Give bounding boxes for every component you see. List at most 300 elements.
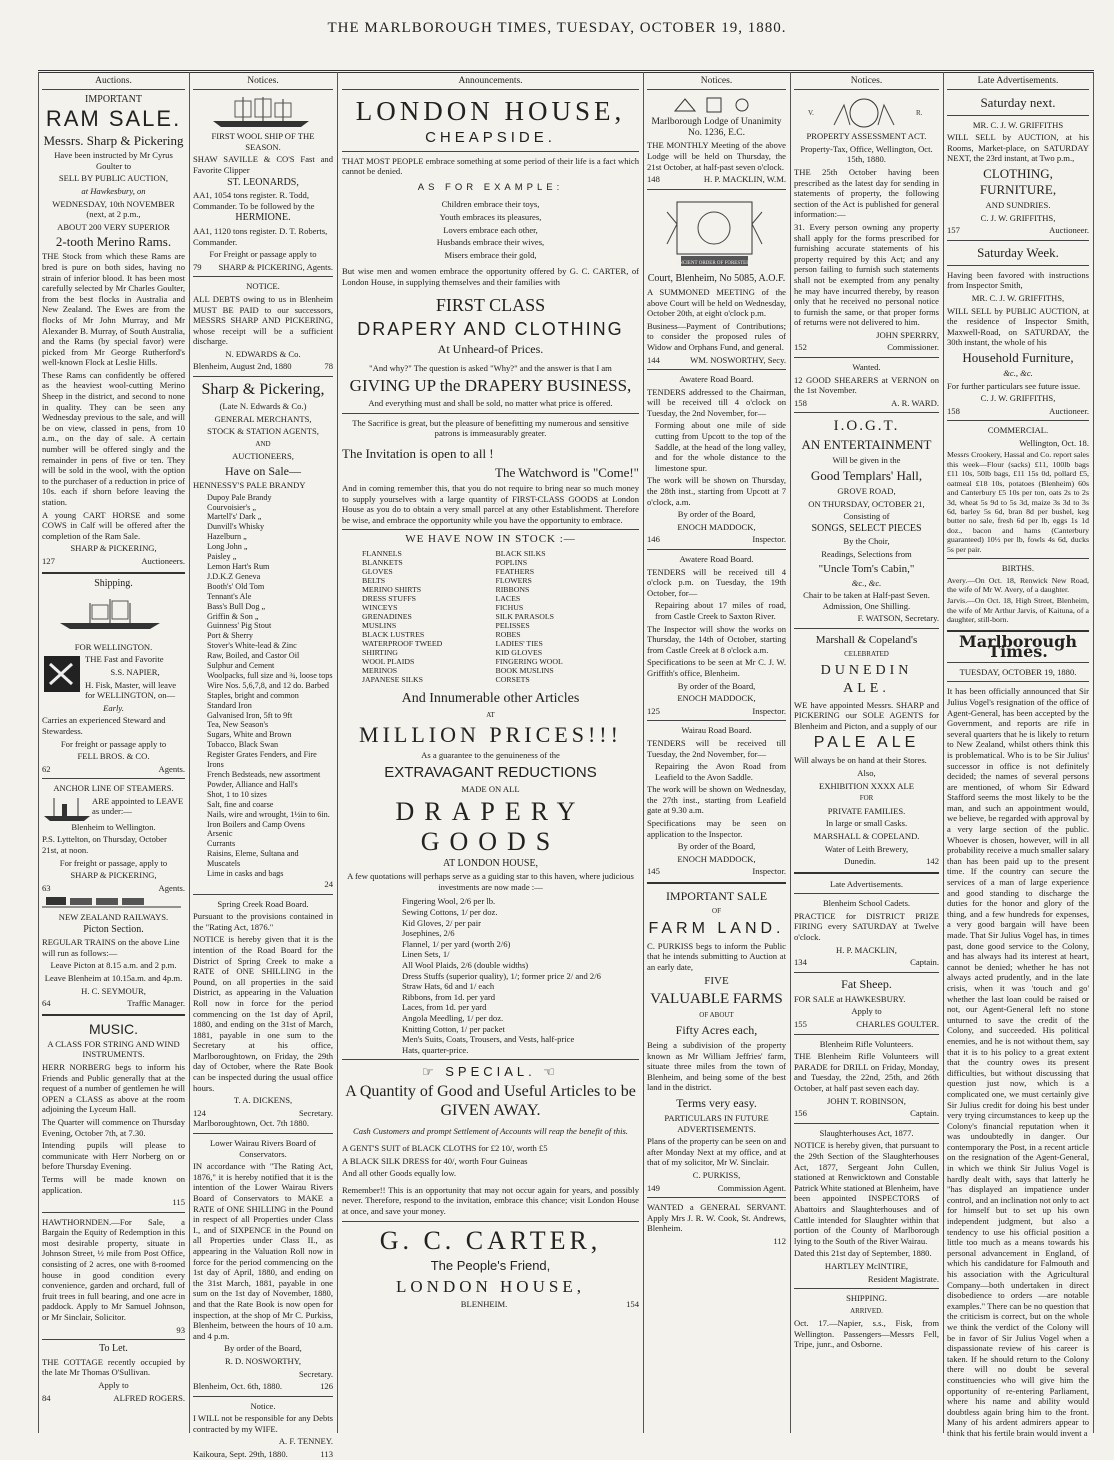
- hall-heading: Good Templars' Hall,: [810, 468, 923, 484]
- example-heading: AS FOR EXAMPLE:: [417, 181, 564, 193]
- ad-number: 149: [647, 1182, 660, 1193]
- goods-list: [193, 493, 333, 879]
- and-line: AND: [255, 439, 271, 448]
- column-header: Notices.: [647, 76, 786, 90]
- tenders-text: Specifications may be seen on application to the Inspector.: [647, 818, 786, 839]
- blenheim-line: BLENHEIM.: [460, 1298, 508, 1309]
- napier-text: H. Fisk, Master, will leave for WELLINGTON, on—: [85, 679, 177, 701]
- signature: H. C. SEYMOUR,: [81, 985, 146, 996]
- for-line: FOR: [859, 794, 874, 803]
- quantity-heading: A Quantity of Good and Useful Articles to be GIVEN AWAY.: [345, 1083, 636, 1120]
- stock-item: JAPANESE SILKS: [362, 674, 424, 684]
- goods-item: Tennant's Ale: [207, 591, 252, 601]
- important-sale-heading: IMPORTANT SALE: [665, 889, 768, 904]
- goods-item: Sulphur and Cement: [207, 661, 275, 671]
- stock-item: BLACK SILKS: [495, 548, 546, 558]
- price-item: Josephines, 2/6: [402, 928, 455, 939]
- ad-number: 158: [947, 405, 960, 416]
- ad-number: 62: [42, 763, 51, 774]
- million-prices-heading: MILLION PRICES!!!: [359, 722, 622, 748]
- signature: JOHN T. ROBINSON,: [827, 1095, 906, 1106]
- ad-number: 155: [794, 1019, 807, 1030]
- divider: [947, 558, 1089, 559]
- divider: [42, 1014, 185, 1016]
- divider: [947, 265, 1089, 266]
- rifle-text: THE Blenheim Rifle Volunteers will PARADE for DRILL on Friday, Monday, and Tuesday, the 22nd, 25th, and 26th October, at half past seven each day.: [794, 1051, 939, 1093]
- divider: [342, 1221, 639, 1222]
- column-rule: [943, 72, 944, 1433]
- ad-number: 112: [773, 1235, 786, 1246]
- casks-line: In large or small Casks.: [825, 818, 908, 829]
- signature: HARTLEY McINTIRE,: [824, 1260, 909, 1271]
- brewery-line: Water of Leith Brewery,: [824, 843, 909, 854]
- ad-number: 158: [794, 397, 807, 408]
- goods-item: Bass's Bull Dog „: [207, 601, 266, 611]
- divider: [794, 1123, 939, 1124]
- divider: [947, 681, 1089, 682]
- stock-item: FICHUS: [495, 602, 524, 612]
- clothing-heading: CLOTHING, FURNITURE,: [979, 165, 1057, 197]
- ad-number: 115: [172, 1197, 185, 1208]
- column-rule: [337, 72, 338, 1433]
- stock-item: WOOL PLAIDS: [362, 656, 415, 666]
- of-line: OF: [712, 907, 721, 916]
- lyttelton-text: P.S. Lyttelton, on Thursday, October 21st, at noon.: [42, 834, 167, 856]
- divider: [647, 1197, 786, 1198]
- hawthornden-text: HAWTHORNDEN.—For Sale, a Bargain the Equity of Redemption in this most desirable property, situate in Johnson Street, ½ mile from Post Office, consisting of 2 acres, one with 8-roomed house in good condition every convenience, garden and orchard, full of fruit trees in full bearing, and one acre in paddock. Apply to Mr Samuel Johnson, or Mr Sinclair, Solicitor.: [42, 1216, 185, 1323]
- goods-item: J.D.K.Z Geneva: [207, 571, 261, 581]
- location-line: at Hawkesbury, on: [81, 185, 146, 196]
- tenders-text: Forming about one mile of side cutting from Upcott to the top of the Saddle, at the head of the long valley, and for the whole distance to the limestone spur.: [655, 420, 786, 473]
- goods-item: Lime in casks and bags: [207, 869, 284, 879]
- napier-text: THE Fast and Favorite: [85, 654, 164, 665]
- price-item: Sewing Cottons, 1/ per doz.: [402, 907, 498, 918]
- readings-line: Readings, Selections from: [821, 549, 912, 559]
- tenney-text: I WILL not be responsible for any Debts contracted by my WIFE.: [193, 1413, 333, 1434]
- thursday-line: ON THURSDAY, OCTOBER 21,: [808, 498, 925, 509]
- everything-text: And everything must and shall be sold, no matter what price is offered.: [368, 398, 613, 409]
- column-header: Auctions.: [42, 76, 185, 90]
- instruction-text: Have been instructed by Mr Cyrus Goulter to: [54, 150, 173, 171]
- stock-item: PELISSES: [495, 620, 530, 630]
- column-header: Notices.: [794, 76, 939, 90]
- rate-notice-text: NOTICE is hereby given that it is the intention of the Road Board for the District of Spring Creek to make a RATE of ONE SHILLING in the Pound, on all properties in the said District, as appearing in the Valuation Roll now in force for the period commencing on the 1st day of April, 1880, and ending on the 31st of March, 1881, payable in one sum to the Secretary at his office, Marlboroughtown, on Friday, the 29th day of October, where the Rate Book can be inspected during the usual office hours.: [193, 934, 333, 1093]
- price-item: Ribbons, from 1d. per yard: [402, 991, 496, 1002]
- column-header: Announcements.: [342, 76, 639, 90]
- goods-item: Martell's' Dark „: [207, 512, 262, 522]
- ad-number: 145: [647, 866, 660, 877]
- goods-item: Hazelburn „: [207, 532, 247, 542]
- signature: WM. NOSWORTHY, Secy.: [690, 354, 786, 365]
- fat-sheep-heading: Fat Sheep.: [841, 976, 892, 991]
- signature-title: Commission Agent.: [717, 1182, 786, 1193]
- divider: [42, 1339, 185, 1340]
- goods-item: Standard Iron: [207, 700, 252, 710]
- signature: A. R. WARD.: [891, 397, 939, 408]
- stock-item: CORSETS: [495, 674, 530, 684]
- stock-item: KID GLOVES: [495, 647, 543, 657]
- first-class-heading: FIRST CLASS: [435, 294, 546, 315]
- goods-item: Griffin & Son „: [207, 611, 259, 621]
- train-time: Leave Picton at 8.15 a.m. and 2 p.m.: [50, 960, 177, 971]
- saturday-next-heading: Saturday next.: [980, 94, 1056, 110]
- goods-item: Nails, wire and wrought, 1½in to 6in.: [207, 809, 330, 819]
- example-line: Youth embraces its pleasures,: [439, 211, 542, 222]
- tenders-text: TENDERS will be received till Tuesday, the 2nd November, for—: [647, 737, 786, 759]
- norberg-text: Intending pupils will please to communicate with Herr Norberg on or before Thursday Evening.: [42, 1140, 185, 1172]
- stock-item: MERINO SHIRTS: [362, 584, 422, 594]
- wairau-text: IN accordance with "The Rating Act, 1876," it is hereby notified that it is the intention of the Lower Wairau Rivers Board of Conservators to MAKE a RATE of ONE SHILLING in the Pound in respect of all Properties under Class I., and of SIXPENCE in the Pound on all Properties under Class II., as appearing in the Valuation Roll now in force for the period commencing on the 1st day of April, 1880, and ending on the 31st March, 1881, payable in one sum on the 1st day of November, 1880, and that the Rate Book is now open for inspection, at the shop of Mr C. Purkiss, Blenheim, between the hours of 10 a.m. and 4 p.m.: [193, 1161, 333, 1341]
- ad-number: 157: [947, 225, 960, 236]
- but-wise-text: But wise men and women embrace the opportunity offered by G. C. CARTER, of London House, in supplying themselves and their families with: [342, 266, 639, 287]
- date-line: WEDNESDAY, 10th NOVEMBER (next, at 2 p.m.,: [52, 198, 175, 220]
- have-on-sale-heading: Have on Sale—: [225, 464, 301, 479]
- property-text: THE 25th October having been prescribed as the latest day for sending in statements of property, the following section of the Act is published for general information:—: [794, 166, 939, 220]
- notice-heading: NOTICE.: [246, 281, 280, 292]
- by-order-line: By order of the Board,: [677, 509, 756, 520]
- silk-offer: A BLACK SILK DRESS for 40/, worth Four Guineas: [342, 1155, 528, 1166]
- stock-item: ROBES: [495, 629, 521, 639]
- made-on-line: MADE ON ALL: [461, 784, 520, 795]
- stock-item: GRENADINES: [362, 611, 412, 621]
- stock-item: DRESS STUFFS: [362, 593, 416, 603]
- agent-name: SHARP & PICKERING,: [70, 870, 157, 881]
- ad-number: 124: [193, 1107, 206, 1118]
- watchword-line: The Watchword is "Come!": [495, 464, 639, 480]
- brandy-line: HENNESSY'S PALE BRANDY: [193, 480, 306, 491]
- signature: C. J. W. GRIFFITHS,: [980, 212, 1056, 223]
- goods-item: Woolpacks, full size and ¾, loose tops: [207, 670, 333, 680]
- quotations-text: A few quotations will perhaps serve as a guiding star to this haven, where judicious investments are now made :—: [347, 871, 634, 892]
- iogt-heading: I.O.G.T.: [833, 418, 900, 435]
- signature-title: Auctioneer.: [1049, 225, 1089, 236]
- sharp-pickering-heading: Sharp & Pickering,: [201, 381, 325, 399]
- goods-item: Raw, Boiled, and Castor Oil: [207, 651, 300, 661]
- goods-item: Arsenic: [207, 829, 233, 839]
- goods-item: Currants: [207, 839, 236, 849]
- stock-item: FINGERING WOOL: [495, 656, 563, 666]
- important-label: IMPORTANT: [85, 93, 142, 105]
- giving-up-heading: GIVING UP the DRAPERY BUSINESS,: [349, 376, 632, 396]
- goods-item: Paisley „: [207, 552, 237, 562]
- commercial-heading: COMMERCIAL.: [987, 425, 1049, 436]
- signature: ENOCH MADDOCK,: [677, 521, 756, 532]
- cadets-heading: Blenheim School Cadets.: [822, 898, 911, 909]
- guarantee-text: As a guarantee to the genuineness of the: [421, 750, 560, 761]
- goods-item: Shot, 1 to 10 sizes: [207, 789, 267, 799]
- ale-text: WE have appointed Messrs. SHARP and PICKERING our SOLE AGENTS for Blenheim and Picton, and a supply of our: [794, 699, 939, 731]
- rifle-heading: Blenheim Rifle Volunteers.: [819, 1038, 914, 1049]
- signature-title: Auctioneer.: [1049, 405, 1089, 416]
- dated-line: Dated this 21st day of September, 1880.: [794, 1248, 932, 1259]
- column-announcements: [342, 76, 639, 1435]
- wairau-heading: Lower Wairau Rivers Board of Conservators.: [209, 1138, 317, 1159]
- goods-item: Long John „: [207, 542, 248, 552]
- divider: [42, 778, 185, 779]
- ship-details: AA1, 1054 tons register. R. Todd, Commander. To be followed by the: [193, 190, 315, 211]
- cottage-text: THE COTTAGE recently occupied by the late Mr Thomas O'Sullivan.: [42, 1356, 185, 1378]
- divider: [794, 412, 939, 413]
- ship-details: AA1, 1120 tons register. D. T. Roberts, Commander.: [193, 225, 328, 247]
- cash-customers-text: Cash Customers and prompt Settlement of Accounts will reap the benefit of this.: [353, 1126, 628, 1137]
- exhibition-line: EXHIBITION XXXX ALE: [819, 780, 914, 791]
- terms-heading: Terms very easy.: [676, 1095, 757, 1110]
- goods-item: Stover's White-lead & Zinc: [207, 641, 297, 651]
- goods-item: Lemon Hart's Rum: [207, 561, 270, 571]
- about-line: ABOUT 200 VERY SUPERIOR: [57, 221, 170, 232]
- drapery-clothing-heading: DRAPERY AND CLOTHING: [357, 318, 624, 339]
- stock-item: BELTS: [362, 575, 386, 585]
- court-text: A SUMMONED MEETING of the above Court will be held on Wednesday, October 20th, at eight o'clock p.m.: [647, 286, 786, 319]
- divider: [794, 1034, 939, 1035]
- tenders-text: Specifications to be seen at Mr C. J. W. Griffith's office, Blenheim.: [647, 657, 786, 678]
- masthead-rule: [38, 70, 1094, 73]
- freight-line: For freight or passage, apply to: [59, 857, 168, 868]
- price-item: All Wool Plaids, 2/6 (double widths): [402, 960, 529, 970]
- steamer-icon: [42, 796, 92, 822]
- sale-text: WILL SELL by AUCTION, at his Rooms, Market-place, on SATURDAY NEXT, the 23rd instant, at Two p.m.,: [947, 132, 1089, 164]
- sharp-pickering-heading: Messrs. Sharp & Pickering: [43, 133, 184, 149]
- ad-number: 146: [647, 534, 660, 545]
- merchants-line: GENERAL MERCHANTS,: [214, 413, 312, 424]
- goods-item: Raisins, Eleme, Sultana and Muscatels: [207, 849, 299, 869]
- column-late-adv: [947, 76, 1089, 1438]
- signature: C. PURKISS,: [692, 1169, 741, 1180]
- price-item: Linen Sets, 1/: [402, 949, 450, 960]
- lodge-text: THE MONTHLY Meeting of the above Lodge will be held on Thursday, the 21st October, at half-past seven o'clock.: [647, 140, 786, 172]
- grove-road-line: GROVE ROAD,: [837, 486, 896, 497]
- tenders-text: The work will be shown on Wednesday, the 27th inst., starting from Leafield gate at 9.30 a.m.: [647, 784, 786, 816]
- sell-line: SELL BY PUBLIC AUCTION,: [58, 173, 169, 184]
- foresters-ribbon: ANCIENT ORDER OF FORESTERS: [675, 260, 753, 266]
- column-rule: [38, 72, 39, 1433]
- divider: [342, 413, 639, 414]
- awatere-heading: Awatere Road Board.: [679, 374, 754, 385]
- signature-title: Inspector.: [752, 705, 786, 716]
- divider: [947, 240, 1089, 241]
- signature: SHARP & PICKERING, Agents.: [218, 261, 333, 272]
- all-other-line: And all other Goods equally low.: [342, 1168, 457, 1179]
- purkiss-text: C. PURKISS begs to inform the Public that he intends submitting to Auction at an early date,: [647, 940, 786, 972]
- pale-ale-heading: PALE ALE: [813, 734, 920, 752]
- goods-item: Iron Boilers and Camp Ovens: [207, 819, 305, 829]
- norberg-text: Terms will be made known on application.: [42, 1173, 185, 1195]
- stock-item: BOOK MUSLINS: [495, 665, 554, 675]
- price-list: [342, 896, 639, 1055]
- price-item: Fingering Wool, 2/6 per lb.: [402, 896, 496, 907]
- entertainment-heading: AN ENTERTAINMENT: [801, 437, 932, 453]
- signature: ALFRED ROGERS.: [113, 1392, 185, 1403]
- innumerable-heading: And Innumerable other Articles: [401, 690, 580, 706]
- railways-heading: NEW ZEALAND RAILWAYS.: [58, 912, 169, 923]
- extravagant-heading: EXTRAVAGANT REDUCTIONS: [384, 764, 597, 782]
- arrived-line: ARRIVED.: [850, 1306, 883, 1315]
- svg-text:V.: V.: [808, 108, 814, 117]
- signature: CHARLES GOULTER.: [856, 1019, 939, 1030]
- private-line: PRIVATE FAMILIES.: [827, 805, 906, 816]
- signature-title: Inspector.: [752, 534, 786, 545]
- price-item: Knitting Cotton, 1/ per packet: [402, 1023, 505, 1034]
- stock-item: WATERPROOF TWEED: [362, 638, 443, 648]
- goods-item: Dunvill's Whisky: [207, 522, 265, 532]
- royal-arms-icon: [794, 95, 935, 129]
- ram-sale-title: RAM SALE.: [45, 106, 182, 132]
- stock-item: FLOWERS: [495, 575, 532, 585]
- divider: [647, 720, 786, 721]
- consisting-line: Consisting of: [843, 511, 890, 522]
- signature-title: Captain.: [910, 957, 939, 968]
- five-line: FIVE: [704, 975, 729, 988]
- shaw-text: SHAW SAVILLE & CO'S Fast and Favorite Clipper: [193, 154, 333, 175]
- stock-item: SHIRTING: [362, 647, 398, 657]
- divider: [193, 1396, 333, 1397]
- late-adv-heading: Late Advertisements.: [829, 878, 904, 889]
- particulars-line: PARTICULARS IN FUTURE ADVERTISEMENTS.: [664, 1112, 769, 1134]
- date-line: Blenheim, Oct. 6th, 1880.: [193, 1381, 283, 1392]
- stock-list: [342, 549, 639, 684]
- carries-text: Carries an experienced Steward and Stewardess.: [42, 715, 166, 736]
- foresters-crest-icon: [647, 194, 782, 272]
- signature: R. D. NOSWORTHY,: [225, 1355, 301, 1366]
- divider: [342, 151, 639, 152]
- ad-number: 79: [193, 261, 202, 272]
- signature: SHARP & PICKERING,: [70, 543, 157, 554]
- divider: [794, 357, 939, 358]
- why-text: "And why?" The question is asked "Why?" and the answer is that I am: [369, 362, 612, 373]
- price-item: Dress Stuffs (superior quality), 1/; former price 2/ and 2/6: [402, 970, 601, 981]
- cart-horse-text: A young CART HORSE and some COWS in Calf will be offered after the completion of the Ram Sale.: [42, 509, 185, 541]
- divider: [794, 1288, 939, 1289]
- stock-item: MUSLINS: [362, 620, 397, 630]
- further-line: For further particulars see future issue.: [947, 380, 1081, 391]
- divider: [647, 549, 786, 550]
- goods-item: Salt, fine and coarse: [207, 799, 274, 809]
- signature-title: Captain.: [910, 1108, 939, 1119]
- signature-title: Traffic Manager.: [127, 998, 185, 1009]
- by-order-line: By order of the Board,: [677, 841, 756, 852]
- tenders-text: The Inspector will show the works on Thursday, the 14th of October, starting from Castle Creek at 8 o'clock a.m.: [647, 623, 786, 655]
- stock-item: FLANNELS: [362, 548, 402, 558]
- saturday-week-heading: Saturday Week.: [977, 244, 1059, 260]
- column-rule: [790, 72, 791, 1433]
- by-order-line: By order of the Board,: [224, 1343, 302, 1354]
- date-line: Kaikoura, Sept. 29th, 1880.: [193, 1449, 288, 1460]
- celebrated-line: CELEBRATED: [844, 649, 889, 658]
- wairau-road-heading: Wairau Road Board.: [681, 725, 752, 736]
- anchor-line-heading: ANCHOR LINE OF STEAMERS.: [53, 783, 174, 794]
- ad-number: 126: [320, 1381, 333, 1392]
- anchor-text: ARE appointed to LEAVE as under:—: [92, 795, 184, 817]
- signature: T. A. DICKENS,: [233, 1095, 293, 1106]
- farm-land-heading: FARM LAND.: [648, 919, 785, 937]
- slaughter-text: NOTICE is hereby given, that pursuant to the 29th Section of the Slaughterhouses Act, 1877, Sergeant John Cullen, stationed at Renwicktown and Constable Patrick White stationed at Blenheim, have been appointed INSPECTORS of Abattoirs and Slaughterhouses and of Cattle intended for Slaughter within that portion of the County of Marlborough lying to the South of the River Wairau.: [794, 1140, 939, 1246]
- wool-ship-icon: [193, 95, 329, 129]
- lodge-heading: Marlborough Lodge of Unanimity No. 1236, E.C.: [651, 117, 782, 138]
- signature-title: Resident Magistrate.: [867, 1273, 939, 1284]
- london-house-title: LONDON HOUSE,: [355, 95, 626, 126]
- signature: C. J. W. GRIFFITHS,: [980, 393, 1056, 404]
- column-rule: [1093, 72, 1094, 1433]
- goods-item: French Bedsteads, new assortment: [207, 770, 321, 779]
- drapery-goods-heading: DRAPERY GOODS: [395, 796, 586, 856]
- divider: [794, 628, 939, 629]
- signature: H. P. MACKLIN,: [836, 944, 897, 955]
- freight-line: For Freight or passage apply to: [209, 249, 317, 260]
- plans-text: Plans of the property can be seen on and after Monday Next at my office, and at that of my solicitor, Mr W. Sinclair.: [647, 1136, 786, 1168]
- stock-item: FEATHERS: [495, 566, 535, 576]
- tenders-text: Repairing the Avon Road from Leafield to the Avon Saddle.: [655, 761, 786, 782]
- shipping-destination: FOR WELLINGTON.: [74, 641, 153, 652]
- wool-ship-heading: FIRST WOOL SHIP OF THE SEASON.: [211, 131, 315, 152]
- stock-heading: WE HAVE NOW IN STOCK :—: [405, 533, 576, 546]
- signature-title: Agents.: [158, 763, 185, 774]
- date-line: Blenheim, August 2nd, 1880: [193, 361, 292, 372]
- goods-item: Powder, Alliance and Hall's: [207, 779, 298, 789]
- births-heading: BIRTHS.: [1001, 562, 1035, 573]
- ad-number: 84: [42, 1392, 51, 1403]
- train-time: Leave Blenheim at 10.15a.m. and 4p.m.: [44, 973, 183, 983]
- ad-number: 152: [794, 342, 807, 353]
- stock-item: LADIES' TIES: [495, 638, 543, 648]
- divider: [794, 872, 939, 874]
- editorial-dateline: TUESDAY, OCTOBER 19, 1880.: [959, 666, 1077, 677]
- chair-text: Chair to be taken at Half-past Seven. Admission, One Shilling.: [803, 590, 930, 611]
- sundries-line: AND SUNDRIES.: [985, 199, 1051, 210]
- masthead: THE MARLBOROUGH TIMES, TUESDAY, OCTOBER 19, 1880.: [327, 20, 787, 36]
- signature-title: Secretary.: [298, 1368, 333, 1379]
- divider: [342, 1059, 639, 1060]
- cheapside-title: CHEAPSIDE.: [425, 128, 556, 146]
- column-header: Late Advertisements.: [947, 76, 1089, 90]
- signature-title: Commissioner.: [887, 342, 939, 353]
- goods-item: Booth's' Old Tom: [207, 581, 265, 591]
- divider: [794, 972, 939, 973]
- divider: [193, 894, 333, 895]
- wanted-heading: Wanted.: [852, 362, 881, 373]
- divider: [193, 376, 333, 377]
- signature: A. F. TENNEY.: [278, 1436, 333, 1447]
- shipping-heading: SHIPPING.: [846, 1293, 887, 1304]
- editorial-text: It has been officially announced that Sir Julius Vogel's resignation of the office of Agent-General, has been accepted by the Government, and reports are rife in several quarters that he is likely to return to New Zealand, whilst others think this is problematical. Who is to be Sir Julius' successor in office is not definitely decided; the names of several persons are mentioned, of whom Sir Edward Stafford seems the most likely to be the man, and such an appointment would, we believe, be regarded with approval by a very large section of the public. Whoever is chosen, however, will in all probability receive a much smaller salary than has been paid up to the present time. If the country can secure the services of a man of large experience and good standing to discharge the duties for the honor and glory of the thing, and a few hundreds for expenses, a very good bargain will have been made. That Sir Julius Vogel has, in times past, done good service to the Colony, and has always had its interest at heart, cannot be denied; whether he has not always acted prudently, and in the late crisis, when it was 'touch and go' whether the last loan could be raised or not, our Agent-General left no stone unturned to save the credit of the Colony, and succeeded. His political enemies, and he is not without them, say that it is to his policy to a great extent that the country owes its present difficulties, but without discussing that question just now, which is a complicated one, we must certainly give Sir Julius credit for doing his best under very trying circumstances to keep up the Colony's financial reputation when it was undoubtedly in danger. Our contemporary the Post, in a recent article on the resignation of the Agent-General, in which we think Sir Julius Vogel is hardly dealt with, says that latterly he "has displayed an impatience under control, and an inclination not only to act for himself but to set up his own independent judgment, but also a tendency to use his official position a little too much as a means towards his personal advancement in England, of which his candidature for Falmouth and his association with the Agricultural Company—both undertaken in direct disobedience to orders —are notable examples." There can be no question that the criticism is correct, but on the whole we think the verdict of the Colony will be in favor of Sir Julius Vogel when a dispassionate review of his career is taken. If he should return to the Colony there will no doubt be several constituencies who will give him the opportunity of re-entering Parliament, where his name and ability would doubtless again bring him to the front. Many of his ardent admirers appear to think that his fertile brain would invent a: [947, 686, 1089, 1438]
- ad-number: 113: [320, 1449, 333, 1460]
- agents-line: STOCK & STATION AGENTS,: [207, 426, 319, 437]
- apply-line: Apply to: [851, 1006, 882, 1017]
- ale-text: Will always be on hand at their Stores.: [794, 755, 927, 766]
- sale-text: WILL SELL by PUBLIC AUCTION, at the residence of Inspector Smith, Maxwell-Road, on SATURDAY, the 30th instant, the whole of his: [947, 305, 1089, 348]
- late-line: (Late N. Edwards & Co.): [219, 401, 307, 412]
- ad-number: 142: [926, 856, 939, 867]
- goods-item: Galvanised Iron, 5ft to 9ft: [207, 710, 293, 720]
- slaughter-heading: Slaughterhouses Act, 1877.: [819, 1127, 914, 1138]
- signature-title: Agents.: [158, 882, 185, 893]
- merino-heading: 2-tooth Merino Rams.: [55, 234, 172, 250]
- train-icon: [42, 893, 181, 909]
- apply-line: Apply to: [98, 1380, 129, 1390]
- price-item: Kid Gloves, 2/ per pair: [402, 917, 481, 928]
- divider: [647, 369, 786, 370]
- date-line: Marlboroughtown, Oct. 7th 1880.: [193, 1118, 310, 1129]
- divider: [647, 189, 786, 190]
- spring-creek-heading: Spring Creek Road Board.: [217, 898, 309, 909]
- will-be-line: Will be given in the: [832, 455, 901, 466]
- train-text: REGULAR TRAINS on the above Line will run as follows:—: [42, 937, 180, 958]
- price-item: Flannel, 1/ per yard (worth 2/6): [402, 938, 511, 949]
- example-line: Children embrace their toys,: [441, 199, 540, 210]
- stock-item: RIBBONS: [495, 584, 530, 594]
- norberg-text: HERR NORBERG begs to inform his Friends and Public generally that at the request of a number of gentlemen he will OPEN a CLASS as above at the room adjoining the Lyceum Hall.: [42, 1061, 185, 1115]
- ad-number: 24: [324, 878, 333, 889]
- stock-item: BLACK LUSTRES: [362, 629, 425, 639]
